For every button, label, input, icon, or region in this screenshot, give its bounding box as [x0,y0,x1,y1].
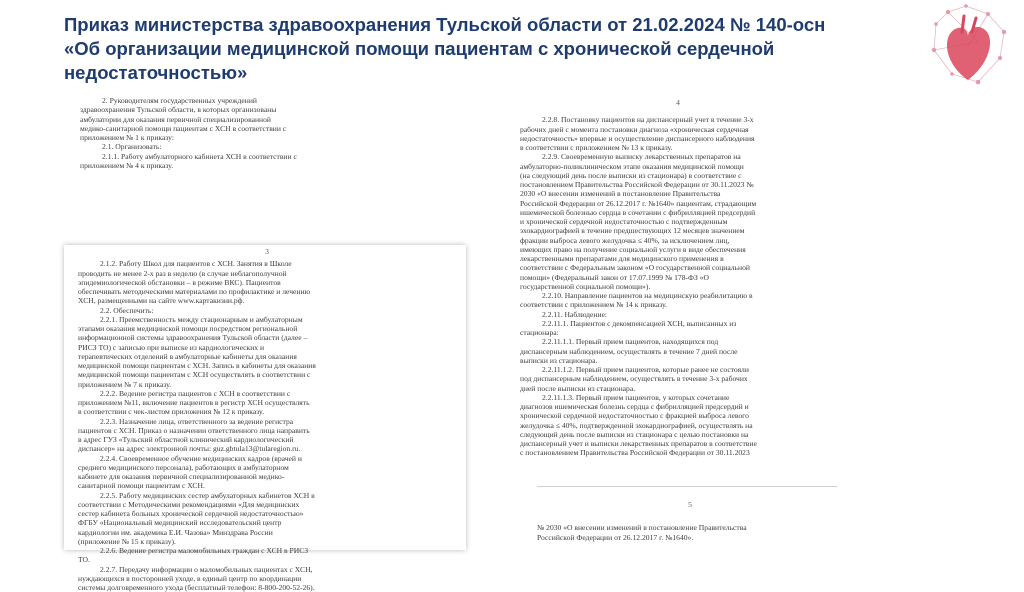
heart-network-icon [918,2,1018,90]
doc-line: под диспансерным наблюдением, осуществлять в течение 3-х рабочих [520,374,748,384]
doc-line: нуждающихся в посторонней уходе, в единый центр по координации [78,573,302,583]
document-page-5 [537,500,843,572]
doc-line: приложением № 1 к приказу: [80,133,174,142]
doc-line: 2.2.2. Ведение регистра пациентов с ХСН в соответствии с [100,388,291,398]
title-line: недостаточностью» [64,62,248,83]
doc-line: рабочих дней с момента постановки диагноза «хроническая сердечная [520,124,749,134]
doc-line: выписки из стационара. [520,355,598,365]
doc-line: диспансерным наблюдением, осуществлять в течение 7 дней после [520,346,738,356]
doc-line: 2.2.1. Преемственность между стационарным и амбулаторным [100,314,303,324]
doc-line: (приложение № 15 к приказу). [78,536,176,546]
doc-line: диспансерный учет и выписки лекарственных препаратов в соответствие [520,439,757,448]
doc-line: № 2030 «О внесении изменений в постановление Правительства [537,523,747,533]
doc-line: амбулатории для оказания первичной специализированной [80,114,271,124]
page-number: 5 [688,500,692,509]
doc-line: медико-санитарной помощи пациентам с ХСН в соответствии с [80,123,287,133]
doc-line: и хронической сердечной недостаточностью с подтвержденным [520,217,728,226]
doc-line: кабинете для оказания первичной специализированной медико- [78,472,285,481]
doc-line: имеющих право на получение социальной услуги в виде обеспечения [520,244,746,254]
doc-line: проводить не менее 2-х раз в неделю (в случае неблагополучной [78,268,287,278]
doc-line: диспансер» на адрес электронной почты: guz.gbtula13@tularegion.ru. [78,444,301,454]
doc-line: соответствии с приложением № 14 к приказу. [520,300,667,310]
doc-line: здравоохранения Тульской области, в которых организованы [80,105,277,115]
doc-line: 2.2.11. Наблюдение: [542,309,607,319]
doc-line: соответствии с Федеральным законом «О государственной социальной [520,263,750,273]
title-line: Приказ министерства здравоохранения Тульской области от 21.02.2024 № 140-осн [64,14,826,35]
doc-line: РИСЗ ТО) с записью при выписке из кардиологических и [78,342,265,352]
page-number: 3 [265,247,269,256]
doc-line: недостаточность» впервые и осуществление диспансерного наблюдения [520,133,755,143]
doc-line: 2.1. Организовать: [102,142,162,152]
doc-line: ишемической болезнью сердца в сочетании с фибрилляцией предсердий [520,207,756,217]
title-line: «Об организации медицинской помощи пациентам с хронической сердечной [64,38,775,59]
doc-line: Российской Федерации от 26.12.2017 г. №1640». [537,532,694,542]
document-page-4 [514,98,842,482]
doc-line: 2.2.4. Своевременное обучение медицинских кадров (врачей и [100,453,302,463]
doc-line: системы долговременного ухода (бесплатный телефон: 8-800-200-52-26). [78,583,315,592]
doc-line: терапевтических отделений в амбулаторные кабинеты для оказания [78,351,297,361]
doc-line: амбулаторно-поликлиническом этапе оказания медицинской помощи [520,161,744,171]
doc-line: приложением № 7 к приказу. [78,379,172,389]
doc-line: ФГБУ «Национальный медицинский исследовательский центр [78,518,282,528]
slide-title [64,13,924,85]
doc-line: (на следующий день после выписки из стационара) в соответствие с [520,170,742,180]
doc-line: 2.2.3. Назначение лица, ответственного за ведение регистра [100,416,294,426]
doc-line: среднего медицинского персонала), работающих в амбулаторном [78,462,289,472]
doc-line: 2.2.11.1.1. Первый прием пациентов, находящихся под [542,337,719,347]
doc-line: 2.2.11.1.2. Первый прием пациентов, которые ранее не состояли [542,365,749,374]
doc-line: этапами оказания медицинской помощи посредством региональной [78,324,298,333]
doc-line: с постановлением Правительства Российской Федерации от 30.11.2023 [520,448,750,458]
page-number: 4 [676,98,680,107]
doc-line: 2.2.11.1.3. Первый прием пациентов, у которых сочетание [542,392,730,402]
doc-line: сестер кабинета больных хронической сердечной недостаточностью» [78,509,304,518]
doc-line: лекарственными препаратами для медицинского применения в [520,254,724,263]
doc-line: дней после выписки из стационара. [520,383,636,393]
doc-line: медицинской помощи пациентам с ХСН. Запись в кабинеты для оказания [78,361,316,370]
doc-line: 2.1.1. Работу амбулаторного кабинета ХСН в соответствии с [102,151,297,161]
doc-line: эхокардиографией в течение предшествующих 12 месяцев значением [520,226,745,236]
doc-line: обеспечивать методическими материалами по профилактике и лечению [78,287,311,296]
doc-line: постановлением Правительства Российской Федерации от 30.11.2023 № [520,180,754,189]
doc-line: 2.2. Обеспечить: [100,305,154,315]
doc-line: 2. Руководителям государственных учреждений [102,96,257,105]
document-page-3 [64,245,466,592]
document-page-fragment [80,96,460,216]
doc-line: пациентов с ХСН. Приказ о назначении ответственного лица направить [78,425,310,435]
doc-line: 2030 «О внесении изменений в постановление Правительства [520,189,721,199]
doc-line: хронической сердечной недостаточностью с фракцией выброса левого [520,411,749,421]
doc-line: приложением № 4 к приказу. [80,160,174,170]
doc-line: 2.2.11.1. Пациентов с декомпенсацией ХСН, выписанных из [542,318,737,328]
doc-line: диагнозов ишемическая болезнь сердца с фибрилляцией предсердий и [520,402,749,411]
doc-line: государственной социальной помощи»). [520,281,651,291]
doc-line: 2.2.7. Передачу информации о маломобильных пациентах с ХСН, [100,564,313,574]
doc-line: информационной системы здравоохранения Тульской области (далее – [78,333,308,343]
doc-line: кардиологии им. академика Е.И. Чазова» Минздрава России [78,527,273,537]
doc-line: в адрес ГУЗ «Тульский областной клинический кардиологический [78,435,294,444]
doc-line: 2.2.5. Работу медицинских сестер амбулаторных кабинетов ХСН в [100,490,315,500]
page-divider [537,486,837,487]
doc-line: ХСН, размещенными на сайте www.картакизни.рф. [78,296,245,306]
doc-line: стационара: [520,328,559,337]
doc-line: приложением №11, включение пациентов в регистр ХСН осуществлять [78,398,310,407]
doc-line: санитарной помощи пациентам с ХСН. [78,481,205,491]
doc-line: соответствии с Методическими рекомендациями «Для медицинских [78,499,300,509]
doc-line: следующий день после выписки из стационара с целью постановки на [520,429,749,439]
doc-line: ТО. [78,555,90,565]
doc-line: 2.2.6. Ведение регистра маломобильных граждан с ХСН в РИСЗ [100,546,309,555]
gutter [470,96,506,566]
doc-line: Российской Федерации от 26.12.2017 г. №1640» пациентам, страдающим [520,198,757,208]
doc-line: в соответствии с приложением № 13 к приказу. [520,143,673,152]
doc-line: в соответствии с чек-листом приложения № 12 к приказу. [78,407,264,417]
doc-line: 2.2.9. Своевременную выписку лекарственных препаратов на [542,152,741,162]
doc-line: 2.2.10. Направление пациентов на медицинскую реабилитацию в [542,291,753,300]
doc-line: эпидемиологической обстановки – в режиме ВКС). Пациентов [78,277,281,287]
doc-line: 2.1.2. Работу Школ для пациентов с ХСН. Занятия в Школе [100,259,292,269]
doc-line: медицинской помощи пациентам с ХСН осуществлять в соответствии с [78,370,311,380]
doc-line: желудочка ≤ 40%, подтвержденной эхокардиографией, осуществлять на [520,420,753,430]
doc-line: 2.2.8. Постановку пациентов на диспансерный учет в течение 3-х [542,115,754,125]
doc-line: помощи» (Федеральный закон от 17.07.1999 № 178-ФЗ «О [520,272,710,282]
doc-line: фракции выброса левого желудочка ≤ 40%, за исключением лиц, [520,235,730,245]
